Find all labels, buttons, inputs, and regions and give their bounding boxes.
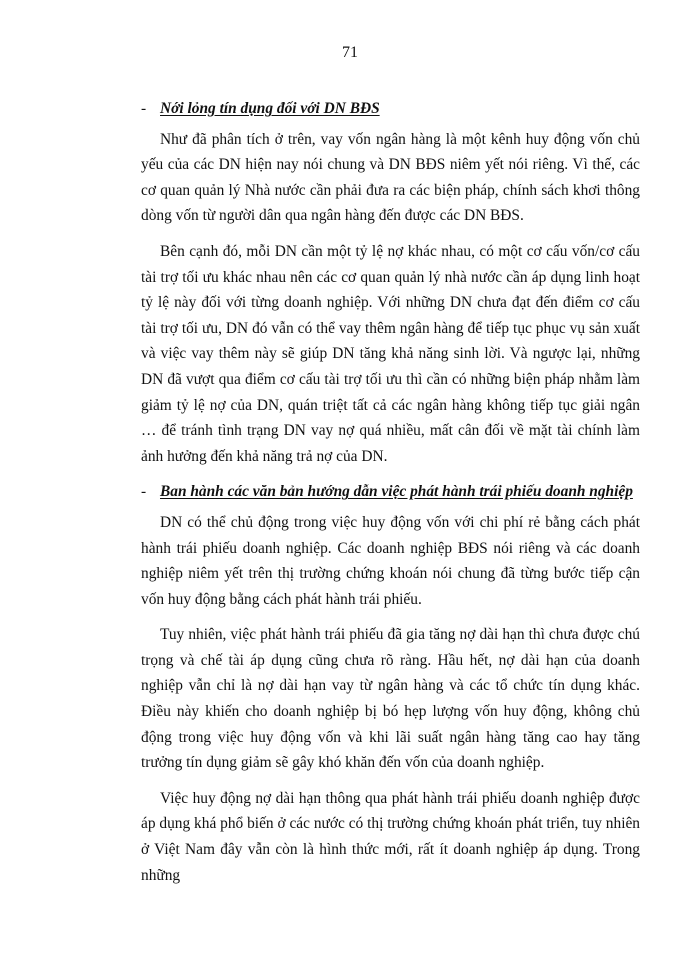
section-heading-bond-guidance	[141, 479, 640, 505]
paragraph: DN có thể chủ động trong việc huy động vốn với chi phí rẻ bằng cách phát hành trái phiếu doanh nghiệp. Các doanh nghiệp BĐS nói riêng và các doanh nghiệp niêm yết trên thị trường chứng khoán nói chung đã từng bước tiếp cận vốn huy động bằng cách phát hành trái phiếu.	[141, 513, 640, 608]
paragraph: Tuy nhiên, việc phát hành trái phiếu đã gia tăng nợ dài hạn thì chưa được chú trọng và chế tài áp dụng cũng chưa rõ ràng. Hầu hết, nợ dài hạn của doanh nghiệp vẫn chỉ là nợ dài hạn vay từ ngân hàng và các tổ chức tín dụng khác. Điều này khiến cho doanh nghiệp bị bó hẹp lượng vốn huy động, không chủ động trong việc huy động vốn và khi lãi suất ngân hàng tăng cao hay tăng trưởng tín dụng giảm sẽ gây khó khăn đến vốn của doanh nghiệp.	[141, 626, 640, 772]
document-body	[141, 96, 640, 898]
heading-title: Ban hành các văn bản hướng dẫn việc phát hành trái phiếu doanh nghiệp	[160, 483, 633, 501]
heading-title: Nới lỏng tín dụng đối với DN BĐS	[160, 100, 380, 117]
paragraph: Như đã phân tích ở trên, vay vốn ngân hàng là một kênh huy động vốn chủ yếu của các DN hiện nay nói chung và DN BĐS niêm yết nói riêng. Vì thế, các cơ quan quản lý Nhà nước cần phải đưa ra các biện pháp, chính sách khơi thông dòng vốn từ người dân qua ngân hàng đến được các DN BĐS.	[141, 130, 640, 225]
paragraph: Việc huy động nợ dài hạn thông qua phát hành trái phiếu doanh nghiệp được áp dụng khá phổ biến ở các nước có thị trường chứng khoán phát triển, tuy nhiên ở Việt Nam đây vẫn còn là hình thức mới, rất ít doanh nghiệp áp dụng. Trong những	[141, 789, 640, 884]
heading-bullet-dash: -	[141, 483, 147, 501]
section-heading-credit-easing	[141, 96, 640, 122]
paragraph: Bên cạnh đó, mỗi DN cần một tỷ lệ nợ khác nhau, có một cơ cấu vốn/cơ cấu tài trợ tối ưu khác nhau nên các cơ quan quản lý nhà nước cần áp dụng linh hoạt tỷ lệ này đối với từng doanh nghiệp. Với những DN chưa đạt đến điểm cơ cấu tài trợ tối ưu, DN đó vẫn có thể vay thêm ngân hàng để tiếp tục phục vụ sản xuất và việc vay thêm này sẽ giúp DN tăng khả năng sinh lời. Và ngược lại, những DN đã vượt qua điểm cơ cấu tài trợ tối ưu thì cần có những biện pháp nhằm làm giảm tỷ lệ nợ của DN, quán triệt tất cả các ngân hàng không tiếp tục giải ngân … để tránh tình trạng DN vay nợ quá nhiều, mất cân đối về mặt tài chính làm ảnh hưởng đến khả năng trả nợ của DN.	[141, 242, 640, 465]
page-number: 71	[342, 44, 358, 61]
heading-bullet-dash: -	[141, 100, 147, 117]
